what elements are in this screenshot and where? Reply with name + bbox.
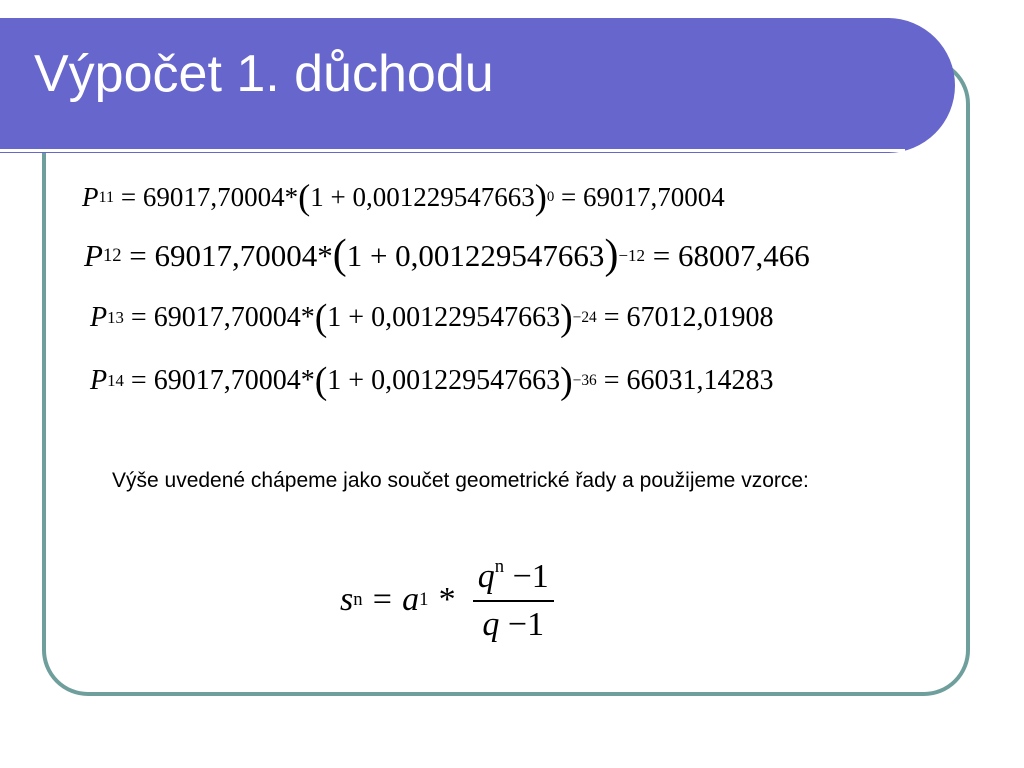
equation-result: 66031,14283 [626,365,774,396]
equation-var: P [84,238,103,273]
equation-p12 [84,232,810,279]
equation-sub: 13 [107,308,124,327]
denominator-rest: −1 [507,605,545,643]
equation-base: 1 + 0,001229547663 [327,302,561,333]
formula-a-var: a [402,580,420,618]
equation-var: P [82,182,99,212]
equation-base: 1 + 0,001229547663 [310,182,535,212]
equation-result: 69017,70004 [583,182,725,212]
formula-times: * [438,580,456,618]
equation-coef: 69017,70004* [153,365,315,396]
fraction-numerator [473,556,554,602]
equation-base: 1 + 0,001229547663 [346,238,605,273]
right-paren: ) [534,176,547,217]
equation-exp: −36 [572,372,597,389]
formula-a-sub: 1 [419,588,429,610]
equals-sign: = [561,182,577,212]
formula-lhs-sub: n [353,588,363,610]
slide-title: Výpočet 1. důchodu [34,45,494,103]
numerator-rest: −1 [512,557,549,595]
left-paren: ( [314,359,328,402]
equals-sign: = [652,238,671,273]
equation-base: 1 + 0,001229547663 [327,365,561,396]
equation-coef: 69017,70004* [142,182,299,212]
fraction [473,556,554,644]
equation-p13 [90,296,774,339]
numerator-var: q [477,557,495,595]
equation-sub: 12 [102,245,122,266]
numerator-exp: n [494,556,505,577]
equation-var: P [90,365,108,396]
right-paren: ) [560,296,573,339]
equals-sign: = [129,238,147,273]
denominator-var: q [482,605,500,643]
body-text: Výše uvedené chápeme jako součet geometrické řady a použijeme vzorce: [112,469,809,492]
equation-p11 [82,176,725,217]
equals-sign: = [603,365,620,396]
equation-var: P [90,302,108,333]
equation-exp: 0 [546,189,555,205]
equation-sub: 11 [98,188,115,206]
equation-p14 [90,359,774,402]
left-paren: ( [298,176,311,217]
fraction-denominator [477,602,549,644]
left-paren: ( [314,296,328,339]
equation-exp: −24 [572,309,597,326]
equation-result: 68007,466 [678,238,810,273]
equals-sign: = [120,182,137,212]
equals-sign: = [130,365,147,396]
left-paren: ( [332,232,347,279]
formula-lhs-var: s [340,580,354,618]
equation-result: 67012,01908 [626,302,774,333]
equals-sign: = [130,302,147,333]
equals-sign: = [372,580,392,618]
right-paren: ) [560,359,573,402]
equation-coef: 69017,70004* [154,238,333,273]
geometric-sum-formula [340,556,554,644]
title-underline [0,149,905,152]
equation-exp: −12 [618,246,646,265]
equation-coef: 69017,70004* [153,302,315,333]
equation-sub: 14 [107,371,124,390]
equals-sign: = [603,302,620,333]
right-paren: ) [604,232,619,279]
